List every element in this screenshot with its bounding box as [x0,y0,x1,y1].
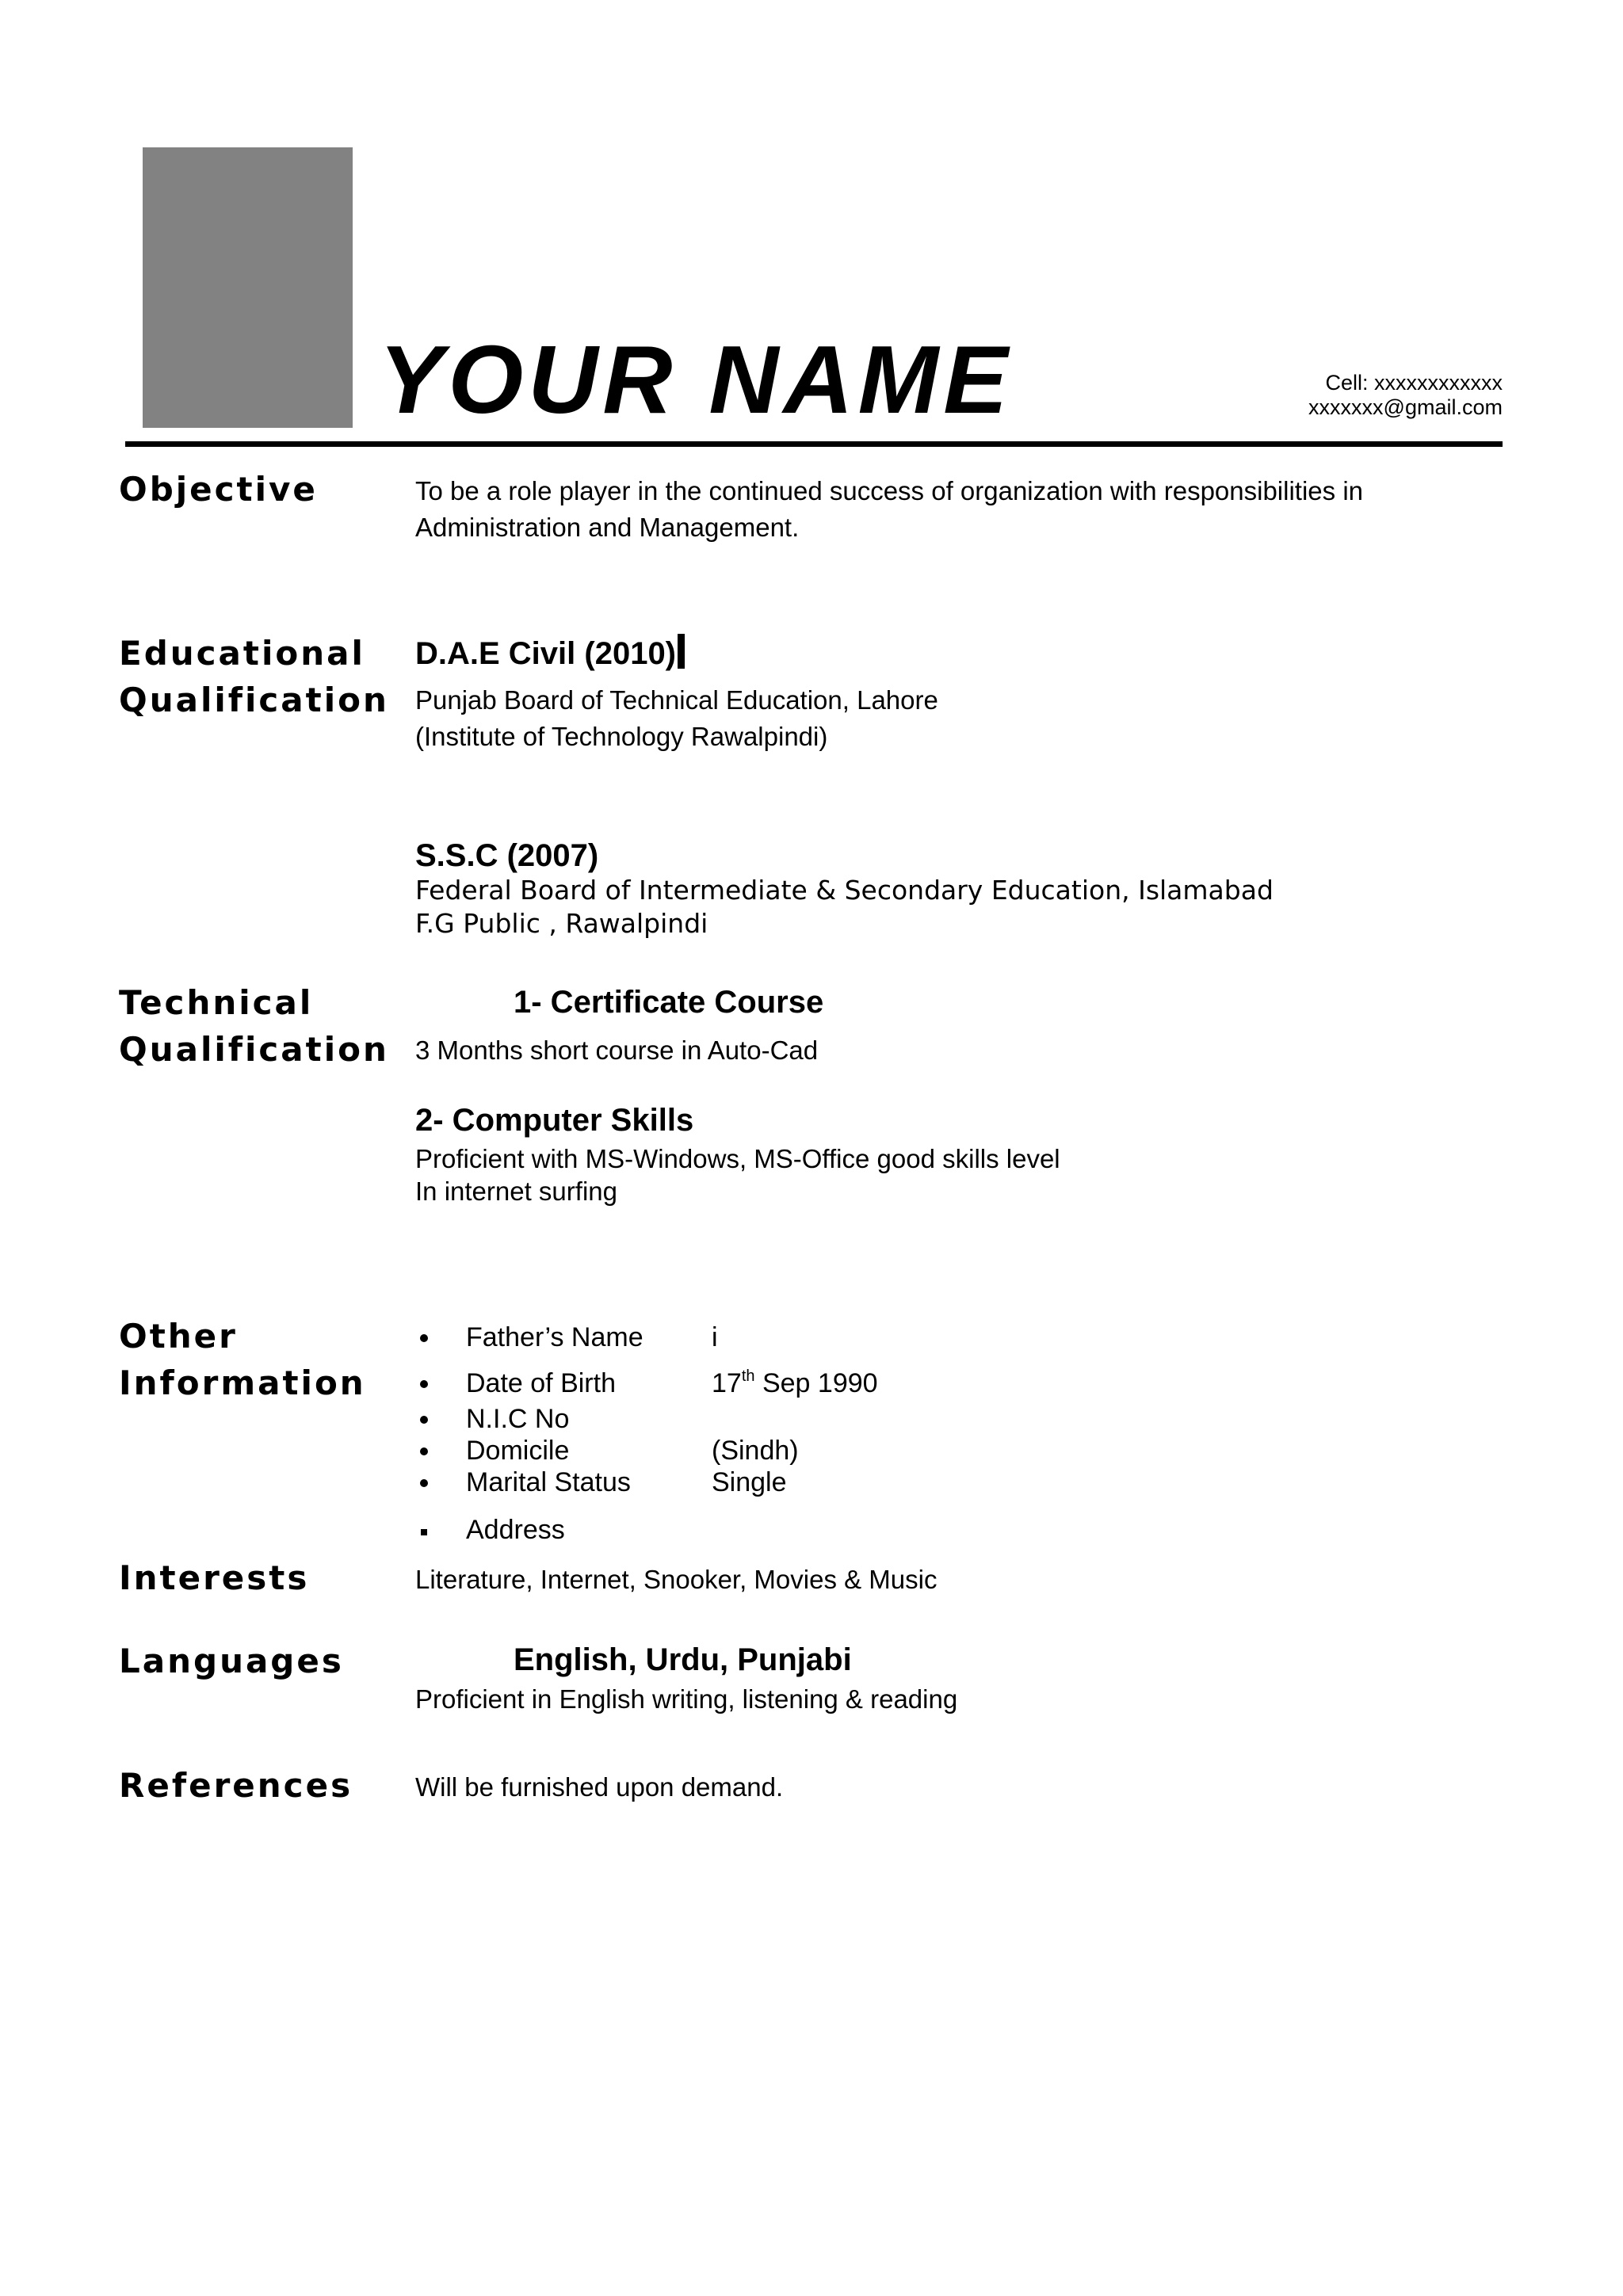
other-info-key: Address [466,1515,565,1545]
other-info-key: Marital Status [466,1467,631,1497]
education-entry-title: S.S.C (2007) [415,838,599,873]
interests-text: Literature, Internet, Snooker, Movies & Music [415,1565,938,1594]
candidate-name: YOUR NAME [379,326,1013,433]
contact-email: xxxxxxx@gmail.com [1308,395,1503,419]
technical-course-title: 1- Certificate Course [514,985,824,1020]
references-text: Will be furnished upon demand. [415,1772,784,1802]
technical-skills-line-2: In internet surfing [415,1177,617,1206]
text-cursor-bar [678,634,685,669]
section-label-references: References [119,1766,353,1805]
languages-title: English, Urdu, Punjabi [514,1642,852,1677]
objective-line-2: Administration and Management. [415,513,800,542]
education-entry-title-text: D.A.E Civil (2010) [415,636,677,671]
other-info-key: Domicile [466,1436,570,1466]
education-entry-title [415,634,685,671]
education-entry-line: (Institute of Technology Rawalpindi) [415,722,828,751]
other-info-value: (Sindh) [712,1436,799,1466]
other-info-key: Father’s Name [466,1322,643,1352]
other-info-value: Single [712,1467,787,1497]
contact-cell: Cell: xxxxxxxxxxxx [1325,371,1503,395]
education-entry-line: Punjab Board of Technical Education, Lahore [415,685,938,715]
technical-skills-title: 2- Computer Skills [415,1103,694,1138]
other-info-value: i [712,1322,718,1352]
dob-rest: Sep 1990 [754,1368,878,1398]
other-info-key: N.I.C No [466,1404,570,1434]
dob-ordinal-suffix: th [741,1367,755,1385]
profile-photo-placeholder [143,147,353,428]
technical-skills-line-1: Proficient with MS-Windows, MS-Office good skills level [415,1144,1060,1173]
section-label-education-1: Educational [119,634,365,673]
section-label-other-2: Information [119,1363,366,1402]
technical-course-desc: 3 Months short course in Auto-Cad [415,1035,819,1065]
section-label-technical-2: Qualification [119,1030,389,1069]
section-label-education-2: Qualification [119,681,389,719]
languages-text: Proficient in English writing, listening & reading [415,1684,958,1714]
objective-line-1: To be a role player in the continued success of organization with responsibilities in [415,476,1364,505]
section-label-languages: Languages [119,1642,344,1680]
section-label-technical-1: Technical [119,983,314,1022]
other-info-key: Date of Birth [466,1368,616,1398]
section-label-interests: Interests [119,1558,310,1597]
dob-day: 17 [712,1368,742,1398]
header-divider [125,441,1503,447]
education-entry-line: Federal Board of Intermediate & Secondary Education, Islamabad [415,875,1274,906]
other-info-value [712,1367,878,1399]
section-label-other-1: Other [119,1317,238,1356]
education-entry-line: F.G Public , Rawalpindi [415,908,708,939]
section-label-objective: Objective [119,470,318,509]
